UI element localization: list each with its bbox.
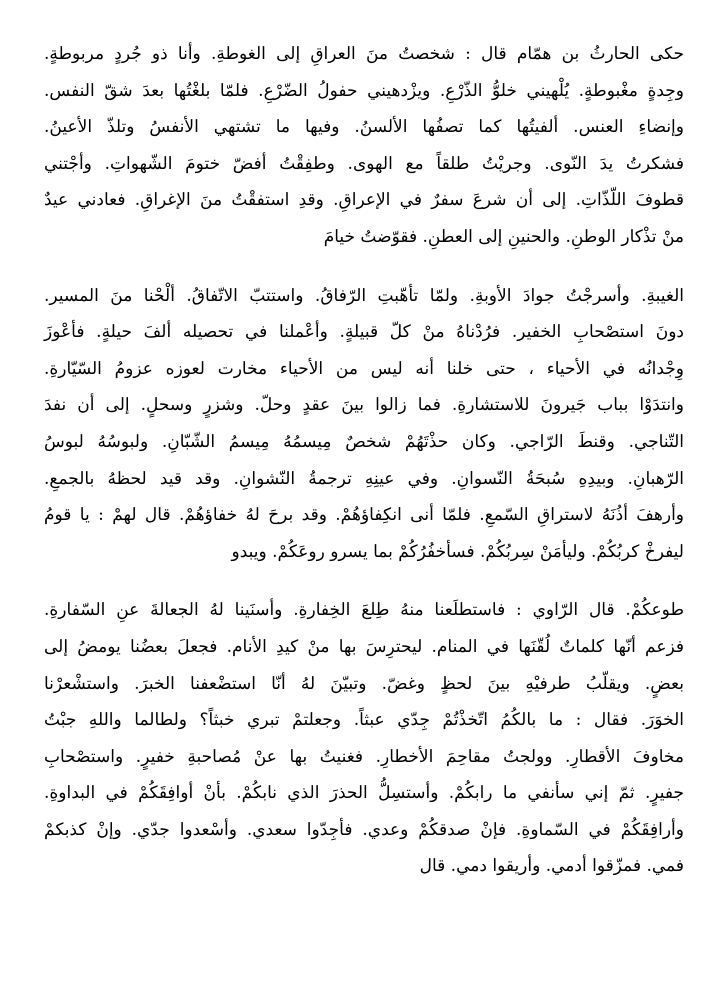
paragraph-3: [44, 592, 684, 885]
text-line: قطوفَ اللّذّاتِ. إلى أن شرعَ سفرٌ في الإعراقِ. وقدِ استفقْتُ منَ الإغراقِ. فعادني عيدٌ: [44, 190, 684, 211]
text-line: التّناجي. وقنطَ الرّاجي. وكان حذْتَهُمْ شخصٌ مِيسمُهُ مِيسمُ الشّبّانِ. ولبوسُهُ لبوسُ: [44, 431, 684, 452]
text-line: وأرهفَ أذُنَهُ لاستراقِ السّمعِ. فلمّا أنى انكِفاؤهُمْ. وقد برحَ لهُ خفاؤهُمْ. قال لهمْ : يا قومُ: [44, 505, 684, 526]
text-line: وإنضاءِ العنس. ألفيتُها كما تصفُها الألسنُ. وفيها ما تشتهي الأنفسُ وتلذّ الأعينُ.: [44, 117, 684, 138]
text-line: فشكرتُ يدَ النّوى. وجريْتُ طلقاً مع الهوى. وطفِقْتُ أفضّ ختومَ الشّهواتِ. وأجْتني: [44, 153, 684, 174]
text-line: وانتدَوْا بباب جَيرونَ للاستشارةِ. فما زالوا بينَ عقدٍ وحلّ. وشزرٍ وسحلٍ. إلى أن نفدَ: [44, 395, 684, 416]
text-line: مخاوفَ الأقطارِ. وولجتُ مقاحِمَ الأخطارِ. فغنيتُ بها عنْ مُصاحبةِ خفيرٍ. واستصْحابِ: [44, 746, 684, 767]
paragraph-2: [44, 278, 684, 571]
text-line: بعضٍ. ويقلّبُ طرفيْهِ بينَ لحظٍ وغضّ. وتبيّنَ لهُ أنّا استضْعفنا الخبرَ. واستشْعرْنا: [44, 673, 684, 694]
document-page: [44, 36, 684, 907]
paragraph-1: [44, 36, 684, 256]
text-line: وجِدةٍ مغْبوطةٍ. يُلْهيني خلوُّ الذّرْعِ. ويزْدهيني حفولُ الضّرْعِ. فلمّا بلغْتُها بعدَ شقّ النفس.: [44, 80, 684, 101]
text-line: فمي. فمزّقوا أدمي. وأريقوا دمي. قال: [419, 856, 684, 877]
text-line: فزعم أنّها كلماتٌ لُقّنَها في المنام. ليحترِسَ بها منْ كيدِ الأنام. فجعلَ بعضُنا يومضُ إلى: [44, 636, 684, 657]
text-line: الرّهبانِ. وبيدِهِ سُبحَةُ النّسوانِ. وفي عينِهِ ترجمةُ النّشوانِ. وقد قيد لحظهُ بالجمعِ.: [44, 468, 684, 489]
text-line: وِجْدانُه في الأحياء ، حتى خلنا أنه ليس من الأحياء مخارت لعوزه عزومُ السّيّارةِ.: [44, 358, 684, 379]
text-line: دونَ استصْحابِ الخفير. فرُدْناهُ منْ كلّ قبيلةٍ. وأعْملنا في تحصيله ألفَ حيلةٍ. فأعْوزَ: [44, 322, 684, 343]
text-line: حكى الحارثُ بن همّام قال : شخصتُ منَ العراقِ إلى الغوطةِ. وأنا ذو جُردٍ مربوطةٍ.: [44, 44, 684, 64]
text-line: طوعكُمْ. قال الرّاوي : فاستطلَعنا منهُ طِلعَ الخِفارةِ. وأسنَينا لهُ الجعالةَ عنِ السّفارةِ.: [44, 600, 684, 621]
text-line: منْ تذْكار الوطنِ. والحنينِ إلى العطنِ. فقوّضتُ خيامَ: [323, 226, 684, 247]
text-line: ليفرخْ كربُكُمْ. وليأمَنْ سِربُكُمْ. فسأخفُرُكُمْ بما يسرو روعَكُمْ. ويبدو: [231, 541, 684, 562]
text-line: وأرافِقَكُمْ في السّماوةِ. فإنْ صدقكُمْ وعدي. فأجِدّوا سعدي. وأسْعدوا جدّي. وإنْ كذبكمْ: [44, 819, 684, 840]
text-line: الغيبةِ. وأسرجْتُ جوادَ الأوبةِ. ولمّا تأهّبتِ الرّفاقُ. واستتبّ الاتّفاقُ. ألْحْنا منَ المسير.: [44, 285, 684, 306]
text-line: الخوَرَ. فقال : ما بالكُمُ اتّخذْتُمْ جِدّي عبثاً. وجعلتمْ تبري خبثاً؟ ولطالما واللهِ جبْتُ: [44, 710, 684, 731]
text-line: جفيرٍ. ثمّ إني سأنفي ما رابكُمْ. وأستسِلُّ الحذرَ الذي نابكُمْ. بأنْ أوافِقَكُمْ في البداوةِ.: [44, 783, 684, 804]
